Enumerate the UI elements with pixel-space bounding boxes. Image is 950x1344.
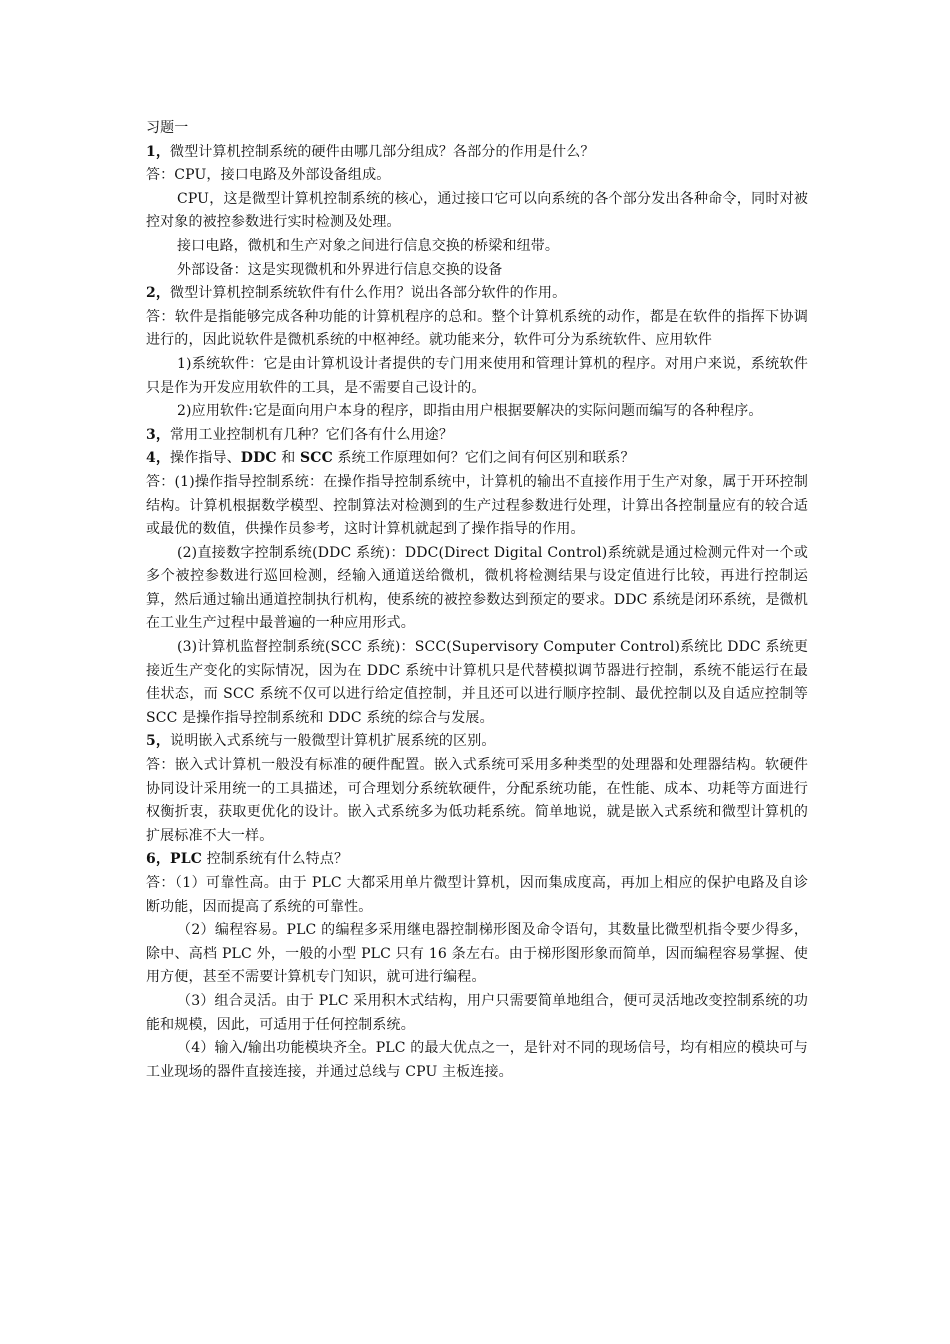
answer-4: 答：(1)操作指导控制系统：在操作指导控制系统中，计算机的输出不直接作用于生产对象，属于开环控制结构。计算机根据数学模型、控制算法对检测到的生产过程参数进行处理，计算出各控制量应有的较合适或最优的数值，供操作员参考，这时计算机就起到了操作指导的作用。 — [146, 473, 808, 538]
question-number: 3， — [146, 426, 171, 443]
question-6 — [146, 848, 808, 872]
question-number: 5， — [146, 733, 171, 750]
question-text-part: 和 — [276, 450, 301, 467]
question-3 — [146, 424, 808, 448]
answer-6-paragraph-io-modules: （4）输入/输出功能模块齐全。PLC 的最大优点之一，是针对不同的现场信号，均有相应的模块可与工业现场的器件直接连接，并通过总线与 CPU 主板连接。 — [146, 1040, 808, 1080]
answer-6-paragraph-programming: （2）编程容易。PLC 的编程多采用继电器控制梯形图及命令语句，其数量比微型机指令要少得多，除中、高档 PLC 外，一般的小型 PLC 只有 16 条左右。由于梯形图形象而简单，因而编程容易掌握、使用方便，甚至不需要计算机专门知识，就可进行编程。 — [146, 922, 808, 986]
question-term-ddc: DDC — [240, 450, 277, 467]
document-body — [146, 117, 808, 1084]
question-4 — [146, 447, 808, 471]
question-term-plc: PLC — [170, 851, 203, 868]
answer-6-paragraph-flexibility: （3）组合灵活。由于 PLC 采用积木式结构，用户只需要简单地组合，便可灵活地改变控制系统的功能和规模，因此，可适用于任何控制系统。 — [146, 992, 808, 1033]
answer-1: 答：CPU，接口电路及外部设备组成。 — [146, 167, 391, 184]
answer-1-paragraph-cpu: CPU，这是微型计算机控制系统的核心，通过接口它可以向系统的各个部分发出各种命令，同时对被控对象的被控参数进行实时检测及处理。 — [146, 190, 808, 231]
answer-4-paragraph-scc: (3)计算机监督控制系统(SCC 系统)：SCC(Supervisory Computer Control)系统比 DDC 系统更接近生产变化的实际情况，因为在 DDC 系统中计算机只是代替模拟调节器进行控制，系统不能运行在最佳状态，而 SCC 系统不仅可以进行给定值控制，并且还可以进行顺序控制、最优控制以及自适应控制等 SCC 是操作指导控制系统和 DDC 系统的综合与发展。 — [146, 639, 808, 726]
answer-5: 答：嵌入式计算机一般没有标准的硬件配置。嵌入式系统可采用多种类型的处理器和处理器结构。软硬件协同设计采用统一的工具描述，可合理划分系统软硬件，分配系统功能，在性能、成本、功耗等方面进行权衡折衷，获取更优化的设计。嵌入式系统多为低功耗系统。简单地说，就是嵌入式系统和微型计算机的扩展标准不大一样。 — [146, 757, 808, 844]
question-text: 说明嵌入式系统与一般微型计算机扩展系统的区别。 — [170, 733, 496, 750]
question-text-part: 系统工作原理如何？它们之间有何区别和联系？ — [332, 450, 635, 467]
question-2 — [146, 282, 808, 306]
question-number: 6， — [146, 851, 171, 868]
answer-6: 答：（1）可靠性高。由于 PLC 大都采用单片微型计算机，因而集成度高，再加上相应的保护电路及自诊断功能，因而提高了系统的可靠性。 — [146, 875, 808, 915]
question-text-part: 操作指导、 — [170, 450, 241, 467]
question-text: 微型计算机控制系统的硬件由哪几部分组成？各部分的作用是什么？ — [170, 143, 595, 160]
question-text: 控制系统有什么特点？ — [202, 851, 349, 868]
answer-2: 答：软件是指能够完成各种功能的计算机程序的总和。整个计算机系统的动作，都是在软件的指挥下协调进行的，因此说软件是微机系统的中枢神经。就功能来分，软件可分为系统软件、应用软件 — [146, 308, 808, 349]
answer-2-paragraph-system-software: 1)系统软件：它是由计算机设计者提供的专门用来使用和管理计算机的程序。对用户来说，系统软件只是作为开发应用软件的工具，是不需要自己设计的。 — [146, 355, 808, 396]
question-text: 微型计算机控制系统软件有什么作用？说出各部分软件的作用。 — [170, 285, 567, 302]
question-number: 2， — [146, 285, 171, 302]
answer-2-paragraph-application-software: 2)应用软件:它是面向用户本身的程序，即指由用户根据要解决的实际问题而编写的各种程序。 — [177, 403, 763, 420]
question-term-scc: SCC — [300, 450, 333, 467]
question-number: 4， — [146, 450, 171, 467]
exercise-title: 习题一 — [146, 120, 189, 136]
question-5 — [146, 730, 808, 754]
answer-4-paragraph-ddc: (2)直接数字控制系统(DDC 系统)：DDC(Direct Digital Control)系统就是通过检测元件对一个或多个被控参数进行巡回检测，经输入通道送给微机，微机将检测结果与设定值进行比较，再进行控制运算，然后通过输出通道控制执行机构，使系统的被控参数达到预定的要求。DDC 系统是闭环系统，是微机在工业生产过程中最普遍的一种应用形式。 — [146, 544, 808, 632]
answer-1-paragraph-interface: 接口电路，微机和生产对象之间进行信息交换的桥梁和纽带。 — [177, 237, 560, 254]
question-text: 常用工业控制机有几种？它们各有什么用途？ — [170, 426, 454, 443]
question-number: 1， — [146, 143, 171, 160]
question-1 — [146, 141, 808, 165]
answer-1-paragraph-peripherals: 外部设备：这是实现微机和外界进行信息交换的设备 — [177, 261, 503, 278]
